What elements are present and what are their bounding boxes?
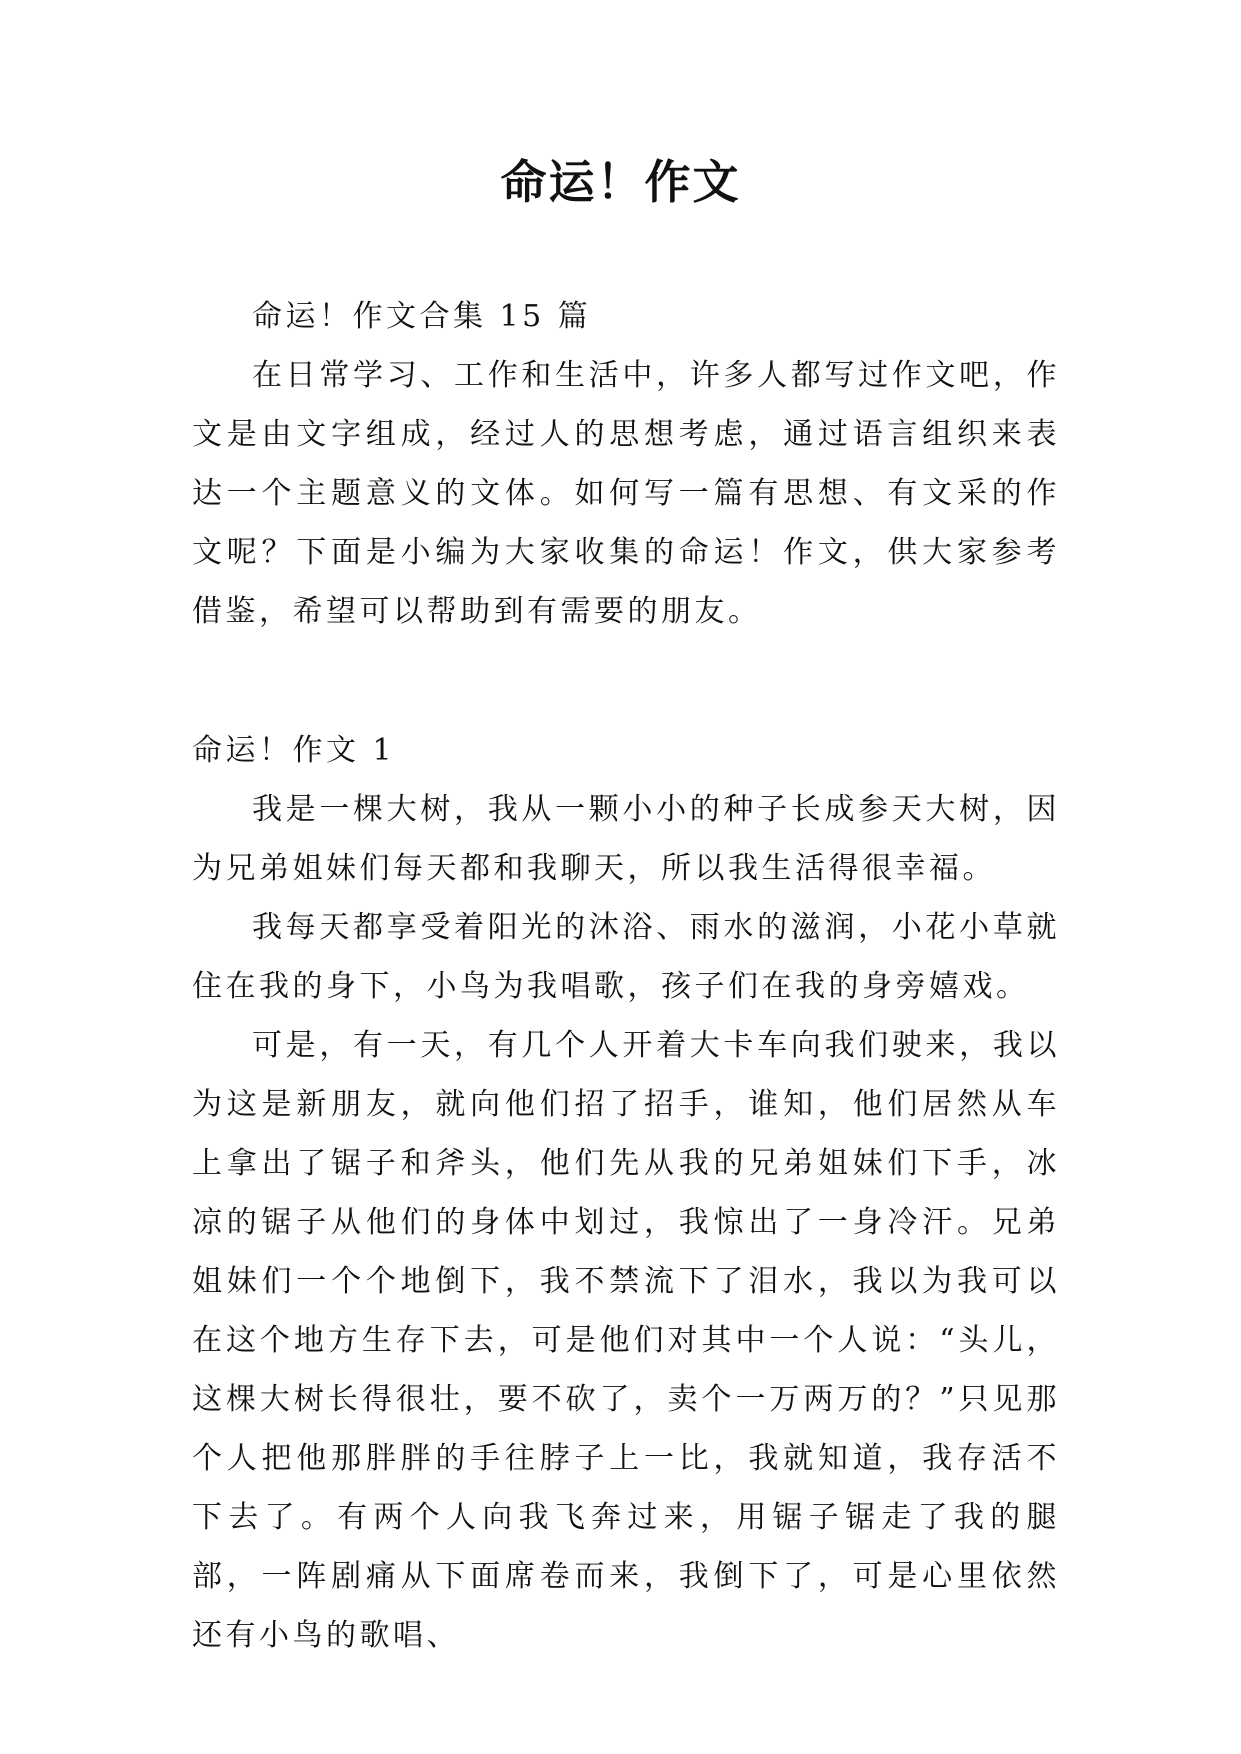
document-title: 命运！作文 <box>500 155 741 209</box>
section-heading: 命运！作文 1 <box>192 733 396 768</box>
document-body <box>192 287 1060 1665</box>
body-paragraph: 可是，有一天，有几个人开着大卡车向我们驶来，我以为这是新朋友，就向他们招了招手，谁知，他们居然从车上拿出了锯子和斧头，他们先从我的兄弟姐妹们下手，冰凉的锯子从他们的身体中划过，我惊出了一身冷汗。兄弟姐妹们一个个地倒下，我不禁流下了泪水，我以为我可以在这个地方生存下去，可是他们对其中一个人说：“头儿，这棵大树长得很壮，要不砍了，卖个一万两万的？”只见那个人把他那胖胖的手往脖子上一比，我就知道，我存活不下去了。有两个人向我飞奔过来，用锯子锯走了我的腿部，一阵剧痛从下面席卷而来，我倒下了，可是心里依然还有小鸟的歌唱、 <box>192 1028 1060 1653</box>
body-paragraph: 我是一棵大树，我从一颗小小的种子长成参天大树，因为兄弟姐妹们每天都和我聊天，所以我生活得很幸福。 <box>192 792 1060 886</box>
section-spacer <box>192 641 1060 721</box>
intro-paragraph: 在日常学习、工作和生活中，许多人都写过作文吧，作文是由文字组成，经过人的思想考虑，通过语言组织来表达一个主题意义的文体。如何写一篇有思想、有文采的作文呢？下面是小编为大家收集的命运！作文，供大家参考借鉴，希望可以帮助到有需要的朋友。 <box>192 358 1060 629</box>
body-paragraph: 我每天都享受着阳光的沐浴、雨水的滋润，小花小草就住在我的身下，小鸟为我唱歌，孩子们在我的身旁嬉戏。 <box>192 910 1060 1004</box>
collection-line: 命运！作文合集 15 篇 <box>252 299 592 334</box>
